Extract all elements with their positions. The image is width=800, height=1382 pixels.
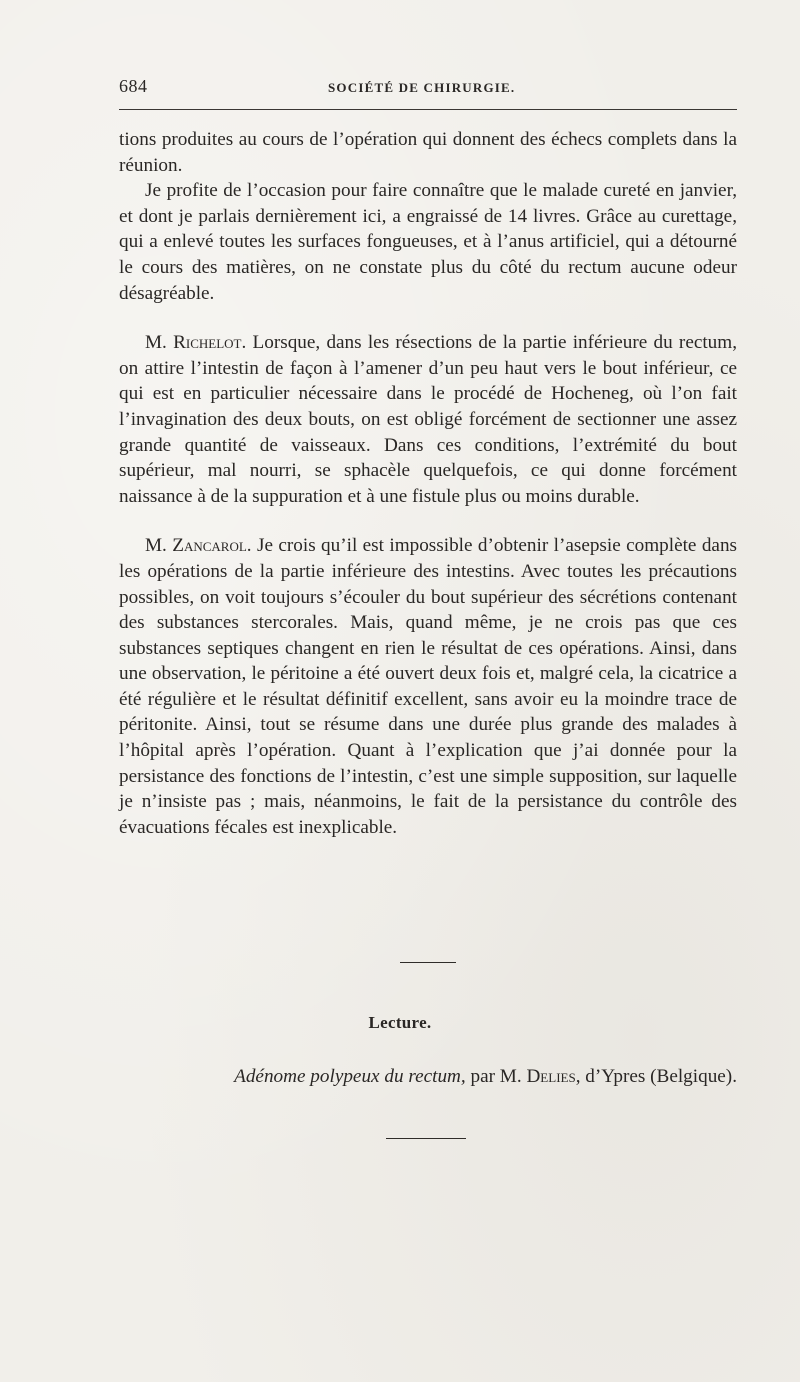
separator-rule-bottom bbox=[386, 1138, 466, 1139]
page-header bbox=[119, 76, 737, 102]
text-zancarol: Je crois qu’il est impossible d’obtenir l’asepsie complète dans les opérations de la partie inférieure des intestins. Avec toutes les précautions possibles, on voit toujours s’écouler du bout supérieur des sécrétions contenant des substances stercorales. Mais, quand même, je ne crois pas que ces substances septiques changent en rien le résultat de ces opérations. Ainsi, dans une observation, le péritoine a été ouvert deux fois et, malgré cela, la cicatrice a été régulière et le résultat définitif excellent, sans avoir eu la moindre trace de péritonite. Ainsi, tout se résume dans une durée plus grande des malades à l’hôpital après l’opération. Quant à l’explication que j’ai donnée pour la persistance des fonctions de l’intestin, c’est une simple supposition, sur laquelle je n’insiste pas ; mais, néanmoins, le fait de la persistance du contrôle des évacuations fécales est inexplicable. bbox=[119, 535, 738, 838]
page-number: 684 bbox=[119, 76, 148, 96]
lecture-by: par M. bbox=[465, 1066, 527, 1087]
section-title: Lecture. bbox=[368, 1013, 432, 1032]
paragraph-curettage: Je profite de l’occasion pour faire connaître que le malade cureté en janvier, et dont je parlais dernièrement ici, a engraissé de 14 livres. Grâce au curettage, qui a enlevé toutes les surfaces fongueuses, et à l’anus artificiel, qui a détourné le cours des matières, on ne constate plus du côté du rectum aucune odeur désagréable. bbox=[119, 180, 737, 304]
paragraph-continuation: tions produites au cours de l’opération qui donnent des échecs complets dans la réunion. bbox=[119, 129, 737, 176]
lecture-title: Adénome polypeux du rectum, bbox=[234, 1066, 466, 1087]
running-head: SOCIÉTÉ DE CHIRURGIE. bbox=[328, 80, 516, 95]
speaker-zancarol: M. Zancarol. bbox=[145, 535, 252, 557]
header-rule bbox=[119, 109, 737, 110]
paragraph-richelot bbox=[119, 330, 737, 509]
speaker-richelot: M. Richelot. bbox=[145, 332, 247, 354]
separator-rule bbox=[400, 962, 456, 963]
paragraph-zancarol bbox=[119, 533, 737, 840]
text-richelot: Lorsque, dans les résections de la partie inférieure du rectum, on attire l’intestin de façon à l’amener d’un peu haut vers le bout inférieur, ce qui est en particulier nécessaire dans le procédé de Hocheneg, où l’on fait l’invagination des deux bouts, on est obligé forcément de sectionner une assez grande quantité de vaisseaux. Dans ces conditions, l’extrémité du bout supérieur, mal nourri, se sphacèle quelquefois, ce qui donne forcément naissance à de la suppuration et à une fistule plus ou moins durable. bbox=[119, 332, 737, 507]
body-text bbox=[119, 127, 737, 840]
lecture-origin: d’Ypres (Belgique). bbox=[580, 1066, 737, 1087]
lecture-author: Delies, bbox=[526, 1066, 581, 1087]
lecture-entry bbox=[119, 1064, 737, 1090]
